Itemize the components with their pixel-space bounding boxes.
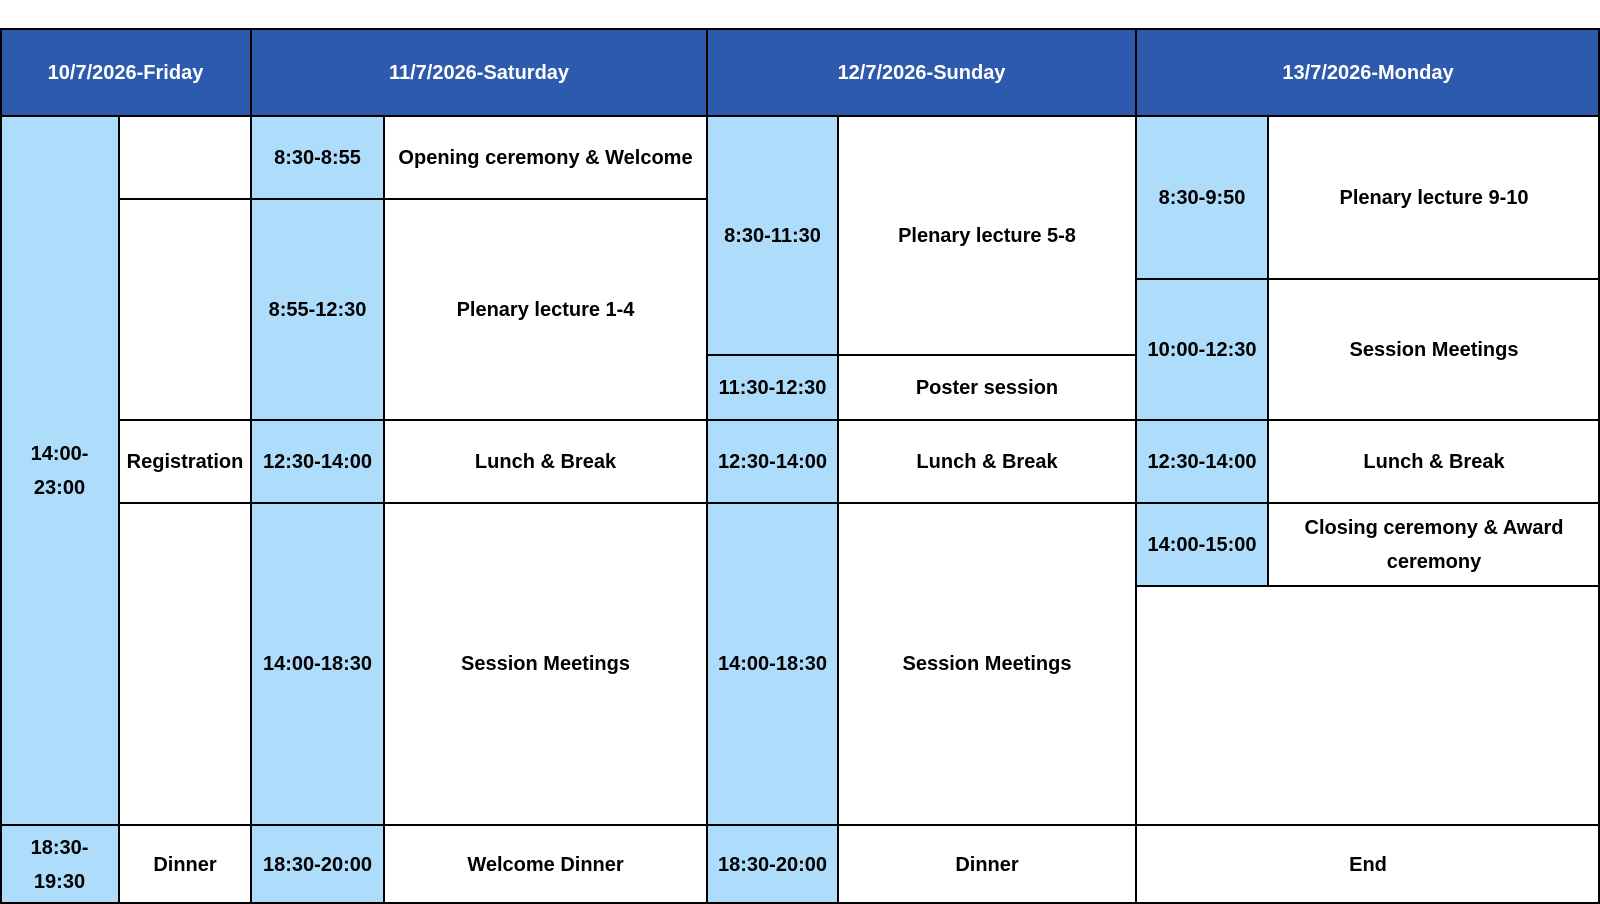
sunday-time-cell: 18:30-20:00: [707, 825, 838, 904]
friday-arrival-time-line2: 23:00: [33, 476, 86, 499]
monday-event-cell: Plenary lecture 9-10: [1268, 116, 1600, 279]
saturday-time-cell: 18:30-20:00: [251, 825, 384, 904]
monday-event-cell: Session Meetings: [1268, 279, 1600, 420]
saturday-event-cell: Welcome Dinner: [384, 825, 707, 904]
grid-line: [1136, 824, 1600, 826]
saturday-time-cell: 8:30-8:55: [251, 116, 384, 199]
grid-line: [0, 28, 2, 904]
monday-event-cell: [1268, 503, 1600, 586]
grid-line: [118, 502, 251, 504]
saturday-time-cell: 8:55-12:30: [251, 199, 384, 420]
friday-dinner-time-line1: 18:30-: [30, 836, 89, 859]
grid-line: [1135, 28, 1137, 904]
sunday-event-cell: Plenary lecture 5-8: [838, 116, 1136, 355]
grid-line: [707, 354, 1136, 356]
grid-line: [707, 824, 1136, 826]
grid-line: [1136, 585, 1600, 587]
friday-empty-cell-2: [119, 199, 251, 420]
saturday-time-cell: 12:30-14:00: [251, 420, 384, 503]
grid-line: [118, 198, 251, 200]
sunday-event-cell: Dinner: [838, 825, 1136, 904]
sunday-event-cell: Lunch & Break: [838, 420, 1136, 503]
sunday-time-cell: 11:30-12:30: [707, 355, 838, 420]
grid-line: [837, 116, 839, 904]
sunday-time-cell: 12:30-14:00: [707, 420, 838, 503]
header-saturday: 11/7/2026-Saturday: [251, 29, 707, 116]
friday-dinner-time: [0, 825, 119, 904]
saturday-event-cell: Opening ceremony & Welcome: [384, 116, 707, 199]
monday-time-cell: 12:30-14:00: [1136, 420, 1268, 503]
grid-line: [1267, 116, 1269, 586]
grid-line: [251, 198, 707, 200]
grid-line: [251, 502, 707, 504]
grid-line: [1136, 278, 1600, 280]
grid-line: [1136, 502, 1600, 504]
monday-event-cell: Lunch & Break: [1268, 420, 1600, 503]
saturday-time-cell: 14:00-18:30: [251, 503, 384, 825]
header-sunday: 12/7/2026-Sunday: [707, 29, 1136, 116]
monday-closing-line2: ceremony: [1386, 550, 1482, 573]
grid-line: [250, 28, 252, 904]
grid-line: [0, 824, 251, 826]
monday-empty-cell: [1136, 586, 1600, 825]
saturday-event-cell: Session Meetings: [384, 503, 707, 825]
header-friday: 10/7/2026-Friday: [0, 29, 251, 116]
sunday-time-cell: 14:00-18:30: [707, 503, 838, 825]
friday-arrival-time-line1: 14:00-: [30, 442, 89, 465]
friday-registration: Registration: [119, 420, 251, 503]
grid-line: [707, 502, 1136, 504]
grid-line: [118, 419, 251, 421]
monday-end-cell: End: [1136, 825, 1600, 904]
friday-dinner: Dinner: [119, 825, 251, 904]
grid-line: [706, 28, 708, 904]
saturday-event-cell: Plenary lecture 1-4: [384, 199, 707, 420]
grid-line: [251, 824, 707, 826]
grid-line: [707, 419, 1136, 421]
grid-line: [383, 116, 385, 904]
grid-line: [1136, 419, 1600, 421]
friday-empty-cell-3: [119, 503, 251, 825]
saturday-event-cell: Lunch & Break: [384, 420, 707, 503]
sunday-event-cell: Session Meetings: [838, 503, 1136, 825]
header-monday: 13/7/2026-Monday: [1136, 29, 1600, 116]
monday-closing-line1: Closing ceremony & Award: [1304, 516, 1564, 539]
sunday-time-cell: 8:30-11:30: [707, 116, 838, 355]
grid-line: [0, 28, 1600, 30]
sunday-event-cell: Poster session: [838, 355, 1136, 420]
grid-line: [251, 419, 707, 421]
friday-empty-cell-1: [119, 116, 251, 199]
monday-time-cell: 14:00-15:00: [1136, 503, 1268, 586]
grid-line: [118, 116, 120, 904]
friday-arrival-time: [0, 116, 119, 825]
monday-time-cell: 10:00-12:30: [1136, 279, 1268, 420]
monday-time-cell: 8:30-9:50: [1136, 116, 1268, 279]
grid-line: [0, 115, 1600, 117]
friday-dinner-time-line2: 19:30: [33, 870, 86, 893]
